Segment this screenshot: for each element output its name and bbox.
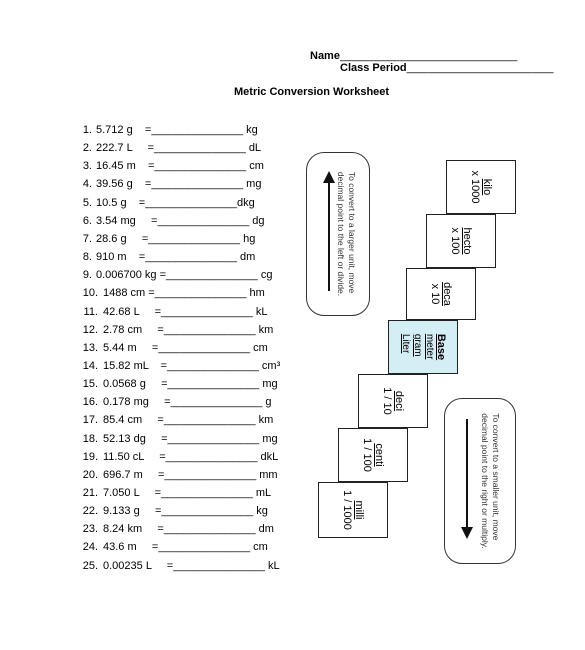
question-text: 910 m =_______________ dm <box>96 251 256 264</box>
question-number: 4. <box>82 178 92 191</box>
step-centi-prefix: centi <box>373 443 385 467</box>
class-period-label: Class Period <box>340 62 407 74</box>
name-header <box>310 50 517 62</box>
question-number: 5. <box>82 196 92 209</box>
larger-note-line1: To convert to a larger unit, move <box>347 171 357 294</box>
question-number: 6. <box>82 214 92 227</box>
question-text: 85.4 cm =_______________ km <box>103 414 274 427</box>
question-number: 23. <box>82 523 98 536</box>
question-text: 0.178 mg =_______________ g <box>103 396 272 409</box>
question-text: 39.56 g =_______________ mg <box>96 178 262 191</box>
step-deca-mult: x 10 <box>429 283 441 305</box>
question-number: 8. <box>82 251 92 264</box>
question-text: 2.78 cm =_______________ km <box>103 323 274 336</box>
step-hecto-prefix: hecto <box>461 227 473 255</box>
question-number: 12. <box>82 323 98 336</box>
question-number: 17. <box>82 414 98 427</box>
question-number: 11. <box>83 305 98 318</box>
question-number: 13. <box>82 341 98 354</box>
question-text: 7.050 L =_______________ mL <box>103 487 272 499</box>
question-text: 15.82 mL =_______________ cm³ <box>103 359 281 372</box>
name-line: _____________________________ <box>339 50 518 62</box>
question-number: 20. <box>82 468 98 481</box>
class-period-header <box>340 62 553 74</box>
step-kilo-mult: x 1000 <box>469 170 481 204</box>
question-number: 10. <box>82 287 98 300</box>
question-number: 24. <box>82 541 98 554</box>
question-number: 21. <box>82 487 98 499</box>
question-number: 15. <box>82 378 98 391</box>
question-number: 25. <box>82 559 98 572</box>
step-kilo-prefix: kilo <box>481 178 493 196</box>
question-number: 3. <box>82 160 92 173</box>
question-text: 5.712 g =_______________ kg <box>96 124 258 136</box>
question-text: 0.0568 g =_______________ mg <box>103 378 278 391</box>
smaller-note-line1: To convert to a smaller unit, move <box>491 413 501 541</box>
base-label: Base <box>435 333 447 361</box>
page-title: Metric Conversion Worksheet <box>234 86 390 98</box>
question-number: 19. <box>82 450 98 463</box>
question-text: 28.6 g =_______________ hg <box>96 232 256 245</box>
question-number: 14. <box>82 359 98 372</box>
step-centi <box>338 428 408 482</box>
question-number: 22. <box>82 505 98 518</box>
smaller-note-line2: decimal point to the right or multiply. <box>480 413 490 549</box>
question-text: 222.7 L =_______________ dL <box>96 142 262 155</box>
arrow-up-icon <box>323 171 335 291</box>
larger-note-line2: decimal point to the left or divide. <box>336 171 346 297</box>
step-milli-mult: 1 / 1000 <box>341 490 353 530</box>
question-number: 7. <box>82 232 92 245</box>
question-text: 42.68 L =_______________ kL <box>103 305 268 318</box>
name-label: Name <box>310 50 340 62</box>
step-hecto-mult: x 100 <box>449 227 461 255</box>
step-deci-prefix: deci <box>393 390 405 412</box>
question-text: 8.24 km =_______________ dm <box>103 523 274 536</box>
question-number: 2. <box>82 142 92 155</box>
base-unit-meter: meter <box>424 333 435 360</box>
step-deci <box>358 374 428 428</box>
step-hecto <box>426 214 496 268</box>
step-base <box>388 320 458 374</box>
question-text: 1488 cm =_______________ hm <box>103 287 265 300</box>
base-unit-liter: Liter <box>400 333 411 354</box>
question-number: 1. <box>82 124 92 136</box>
question-text: 52.13 dg =_______________ mg <box>103 432 278 445</box>
larger-unit-note <box>306 152 370 316</box>
smaller-unit-note <box>444 398 516 564</box>
class-period-line: ________________________ <box>406 62 554 74</box>
question-text: 10.5 g =_______________dkg <box>96 196 255 209</box>
step-deca-prefix: deca <box>441 282 453 306</box>
question-number: 18. <box>82 432 98 445</box>
question-number: 16. <box>82 396 98 409</box>
step-milli <box>318 482 388 538</box>
step-deca <box>406 268 476 320</box>
question-text: 11.50 cL =_______________ dkL <box>103 450 279 463</box>
step-milli-prefix: milli <box>353 500 365 520</box>
step-centi-mult: 1 / 100 <box>361 438 373 472</box>
question-text: 43.6 m =_______________ cm <box>103 541 268 554</box>
question-text: 16.45 m =_______________ cm <box>96 160 264 173</box>
question-text: 3.54 mg =_______________ dg <box>96 214 265 227</box>
question-text: 9.133 g =_______________ kg <box>103 505 268 518</box>
arrow-down-icon <box>461 419 473 539</box>
question-number: 9. <box>82 269 92 282</box>
question-text: 696.7 m =_______________ mm <box>103 468 278 481</box>
step-kilo <box>446 160 516 214</box>
question-text: 0.00235 L =_______________ kL <box>103 559 280 572</box>
base-unit-gram: gram <box>412 333 423 357</box>
question-text: 5.44 m =_______________ cm <box>103 341 268 354</box>
question-text: 0.006700 kg =_______________ cg <box>96 269 273 282</box>
step-deci-mult: 1 / 10 <box>381 387 393 415</box>
